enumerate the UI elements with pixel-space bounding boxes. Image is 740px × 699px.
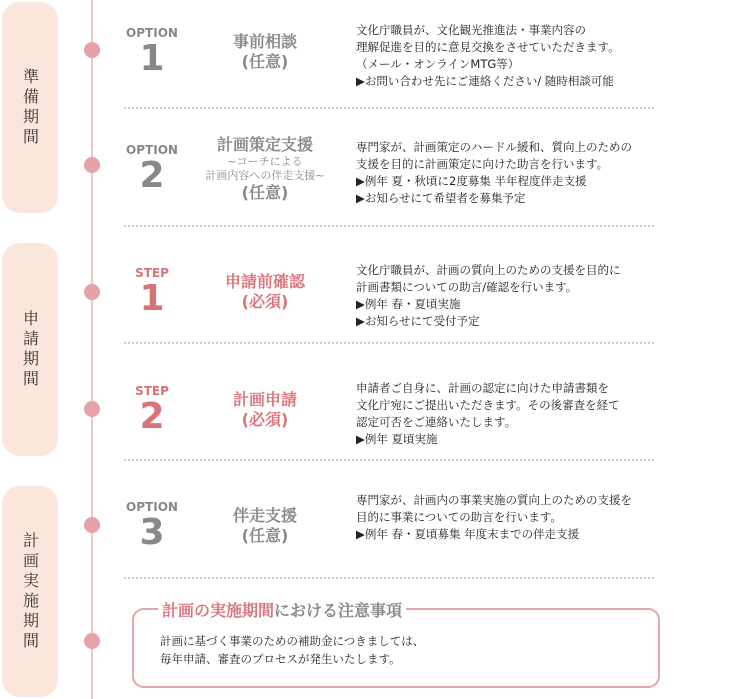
timeline-dot (84, 633, 100, 649)
step-description: 専門家が、計画策定のハードル緩和、質向上のための 支援を目的に計画策定に向けた助言を行います。 ▶例年 夏・秋頃に2度募集 半年程度伴走支援 ▶お知らせにて希望者を募集予定 (356, 140, 632, 205)
step-description: 文化庁職員が、計画の質向上のための支援を目的に 計画書類についての助言/確認を行います。 ▶例年 春・夏頃実施 ▶お知らせにて受付予定 (356, 263, 621, 328)
divider (124, 225, 654, 227)
step-label: STEP 2 (135, 384, 169, 437)
step-label: OPTION 1 (126, 26, 178, 79)
timeline-dot (84, 42, 100, 58)
divider (124, 577, 654, 579)
phase-implementation: 計画実施期間 (2, 486, 58, 697)
timeline-dot (84, 401, 100, 417)
divider (124, 107, 654, 109)
divider (124, 459, 654, 461)
timeline-dot (84, 157, 100, 173)
step-label: OPTION 3 (126, 500, 178, 553)
step-label: OPTION 2 (126, 143, 178, 196)
timeline-dot (84, 284, 100, 300)
step-description: 文化庁職員が、文化観光推進法・事業内容の 理解促進を目的に意見交換をさせていただきます。 （メール・オンラインMTG等） ▶お問い合わせ先にご連絡ください/ 随時相談可能 (356, 23, 620, 88)
step-title: 伴走支援 (任意) (232, 506, 297, 545)
timeline-dot (84, 517, 100, 533)
step-label: STEP 1 (135, 266, 169, 319)
step-description: 専門家が、計画内の事業実施の質向上のための支援を 目的に事業についての助言を行います。 ▶例年 春・夏頃募集 年度末までの伴走支援 (356, 493, 632, 541)
step-title: 申請前確認 (必須) (224, 272, 305, 311)
notice-title: 計画の実施期間における注意事項 (158, 598, 406, 621)
step-title: 計画申請 (必須) (232, 390, 297, 429)
phase-application: 申請期間 (2, 243, 58, 456)
divider (124, 342, 654, 344)
phase-preparation: 準備期間 (2, 2, 58, 213)
step-title: 計画策定支援 ~コーチによる 計画内容への伴走支援~ (任意) (205, 135, 325, 202)
timeline-line (91, 0, 93, 699)
notice-body: 計画に基づく事業のための補助金につきましては、 毎年申請、審査のプロセスが発生いたします。 (160, 634, 425, 666)
step-description: 申請者ご自身に、計画の認定に向けた申請書類を 文化庁宛にご提出いただきます。その後審査を経て 認定可否をご連絡いたします。 ▶例年 夏頃実施 (356, 381, 620, 446)
step-title: 事前相談 (任意) (232, 32, 297, 71)
